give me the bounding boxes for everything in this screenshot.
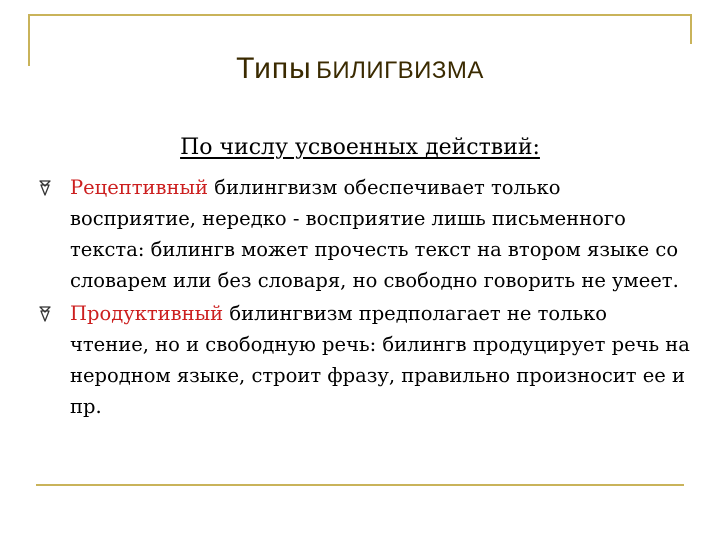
slide-title-word2: БИЛИГВИЗМА [316, 57, 484, 84]
bullet-item-productive [32, 298, 692, 422]
slide-frame-top-line [28, 14, 692, 16]
hollow-arrow-bullet-icon [38, 180, 52, 196]
bullet-item-receptive [32, 172, 692, 296]
bullet-term: Рецептивный [70, 176, 209, 199]
slide-subtitle: По числу усвоенных действий: [180, 135, 540, 160]
slide-frame-right-line [690, 14, 692, 44]
hollow-arrow-bullet-icon [38, 306, 52, 322]
bullet-list [32, 172, 692, 422]
bullet-text: билингвизм обеспечивает только восприятие, нередко - восприятие лишь письменного текста: билингв может прочесть текст на втором языке со словарем или без словаря, но свободно говорить не умеет. [70, 176, 679, 292]
slide-frame-bottom-line [36, 484, 684, 486]
slide-title [0, 52, 720, 86]
bullet-text: билингвизм предполагает не только чтение, но и свободную речь: билингв продуцирует речь на неродном языке, строит фразу, правильно произносит ее и пр. [70, 302, 690, 418]
slide-title-word1: Типы [236, 52, 312, 85]
bullet-term: Продуктивный [70, 302, 224, 325]
